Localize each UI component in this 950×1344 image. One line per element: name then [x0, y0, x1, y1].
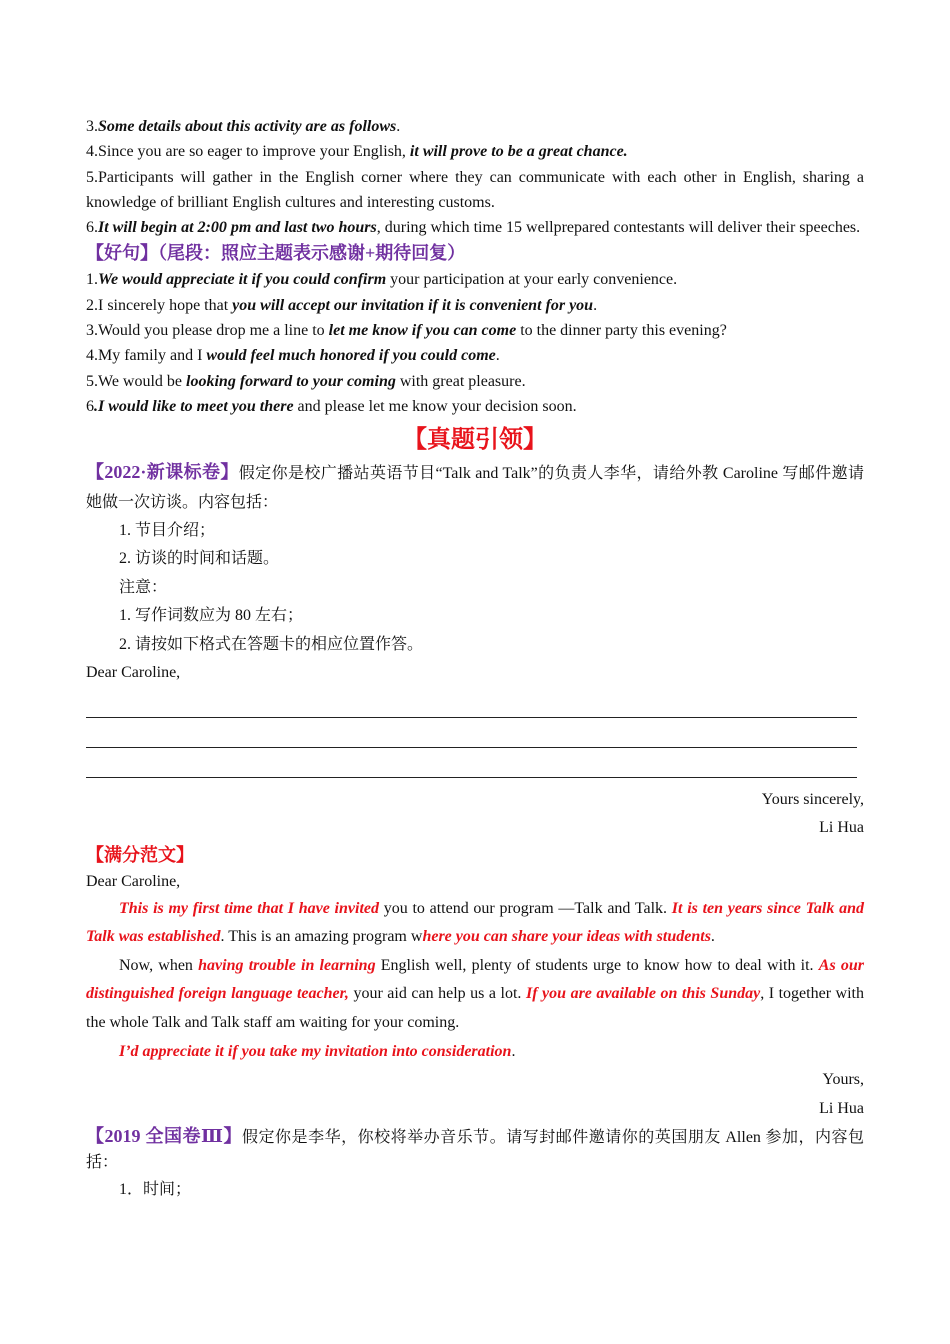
task-prompt: 【2019 全国卷Ⅲ】假定你是李华，你校将举办音乐节。请写封邮件邀请你的英国朋友 Allen 参加，内容包括： [86, 1126, 864, 1172]
task-point: 2. 访谈的时间和话题。 [119, 550, 280, 568]
good-sentences-list [86, 267, 864, 419]
essay-salutation: Dear Caroline, [86, 873, 181, 891]
task-point: 1．时间； [119, 1180, 192, 1198]
task-label: 【2022·新课标卷】 [86, 462, 239, 483]
task-point: 1. 节目介绍； [119, 522, 216, 540]
essay-closing: Yours, [822, 1071, 864, 1089]
phrase-item: 5.Participants will gather in the English corner where they can communicate with each other in English, sharing a knowledge of brilliant English cultures and interesting customs. [86, 168, 864, 211]
essay-paragraph-2: Now, when having trouble in learning English well, plenty of students urge to know how to deal with it. As our distinguished foreign language teacher, your aid can help us a lot. If you are available on this Sunday, I together with the whole Talk and Talk staff am waiting for your coming. [86, 956, 864, 1031]
task-2019 [86, 1123, 864, 1204]
answer-line [86, 748, 857, 778]
answer-line [86, 688, 857, 718]
task-2022 [86, 459, 864, 842]
good-sentences-header: 【好句】（尾段：照应主题表示感谢+期待回复） [86, 243, 466, 264]
closing: Yours sincerely, [761, 790, 864, 808]
task-note: 2. 请按如下格式在答题卡的相应位置作答。 [119, 635, 424, 653]
task-prompt: 【2022·新课标卷】假定你是校广播站英语节目“Talk and Talk”的负责人李华，请给外教 Caroline 写邮件邀请她做一次访谈。内容包括： [86, 462, 864, 511]
task-note: 1. 写作词数应为 80 左右； [119, 607, 304, 625]
model-essay-label: 【满分范文】 [86, 845, 194, 866]
essay-paragraph-3: I’d appreciate it if you take my invitation into consideration. [119, 1042, 516, 1060]
essay-paragraph-1: This is my first time that I have invited you to attend our program —Talk and Talk. It is ten years since Talk and Talk was established. This is an amazing program where you can share your ideas with students. [86, 899, 864, 946]
note-label: 注意： [119, 578, 168, 596]
phrase-item: 4.Since you are so eager to improve your English, it will prove to be a great chance. [86, 143, 628, 161]
sentence-item: 5.We would be looking forward to your coming with great pleasure. [86, 372, 526, 390]
signature: Li Hua [819, 818, 864, 836]
section-title: 【真题引领】 [403, 427, 547, 454]
task-label: 【2019 全国卷Ⅲ】 [86, 1126, 243, 1146]
essay-signature: Li Hua [819, 1099, 864, 1117]
sentence-item: 6.I would like to meet you there and please let me know your decision soon. [86, 397, 577, 415]
sentence-item: 2.I sincerely hope that you will accept our invitation if it is convenient for you. [86, 296, 598, 314]
phrases-list [86, 114, 864, 240]
salutation: Dear Caroline, [86, 664, 181, 682]
phrase-item: 6.It will begin at 2:00 pm and last two hours, during which time 15 wellprepared contestants will deliver their speeches. [86, 219, 861, 237]
sentence-item: 1.We would appreciate it if you could confirm your participation at your early convenience. [86, 271, 678, 289]
answer-line [86, 718, 857, 748]
phrase-item: 3.Some details about this activity are as follows. [86, 118, 401, 135]
sentence-item: 3.Would you please drop me a line to let me know if you can come to the dinner party this evening? [86, 322, 727, 340]
sentence-item: 4.My family and I would feel much honored if you could come. [86, 347, 500, 365]
model-essay [86, 842, 864, 1123]
document-page [86, 114, 864, 1204]
